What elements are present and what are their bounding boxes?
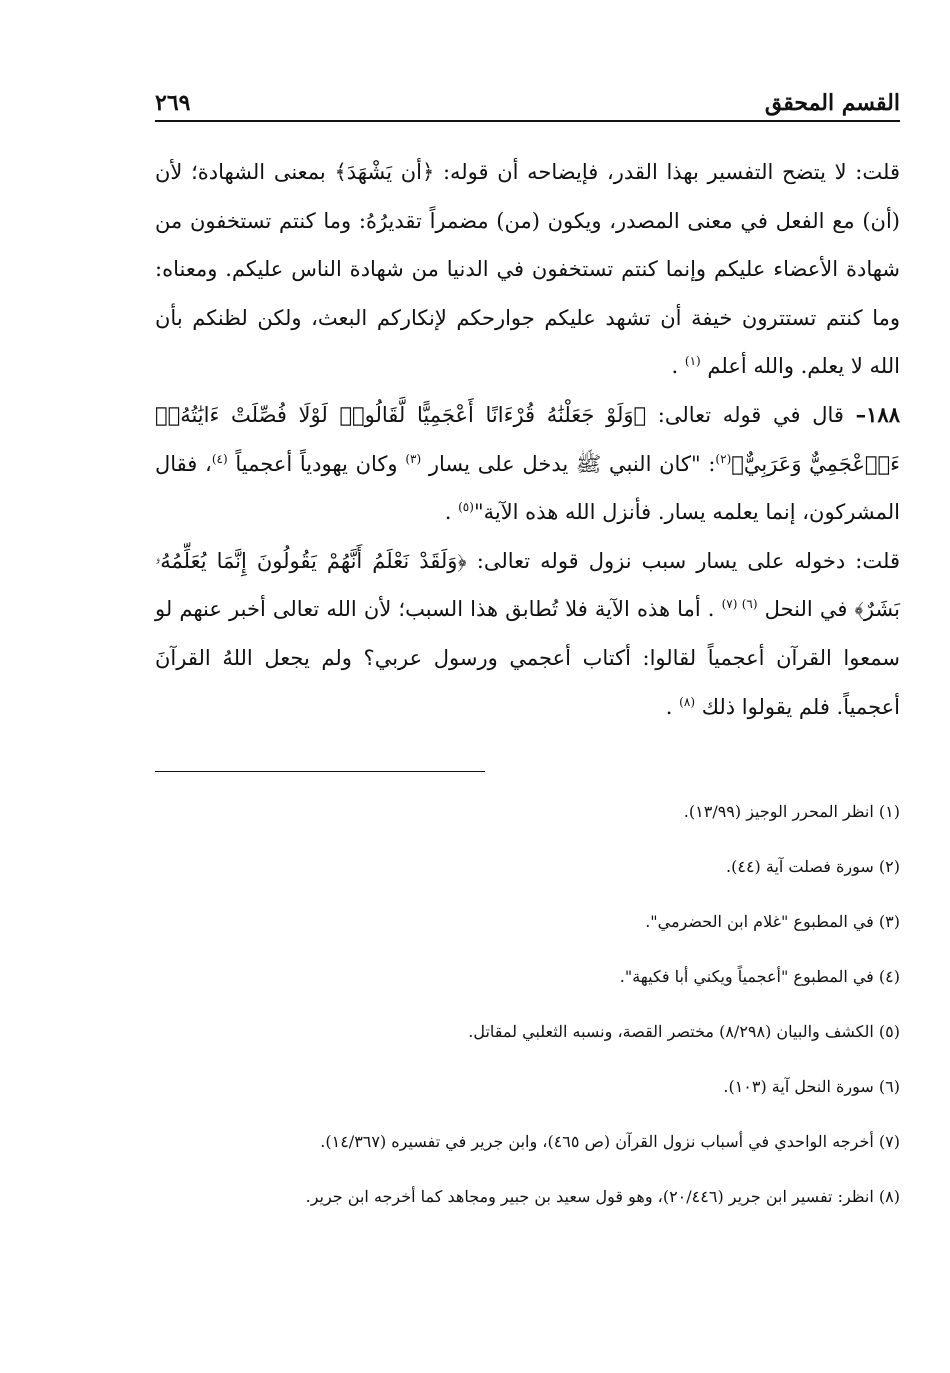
footnote-3: (٣) في المطبوع "غلام ابن الحضرمي". (645, 912, 900, 932)
footnote-ref-5: (٥) (458, 500, 474, 515)
footnote-2: (٢) سورة فصلت آية (٤٤). (726, 857, 900, 877)
paragraph-commentary-1 (155, 148, 900, 391)
punctuation: . (665, 694, 673, 719)
paragraph-commentary-2 (155, 537, 900, 731)
running-header (155, 80, 900, 114)
footnote-6: (٦) سورة النحل آية (١٠٣). (723, 1077, 900, 1097)
section-title: القسم المحقق (764, 90, 900, 116)
punctuation: . (444, 500, 452, 525)
footnote-ref-8: (٨) (679, 694, 695, 709)
paragraph-text: قلت: دخوله على يسار سبب نزول قوله تعالى: ﴿وَلَقَدْ نَعْلَمُ أَنَّهُمْ يَقُولُونَ إِنَّمَا يُعَلِّمُهُۥ بَشَرٌ﴾ في النحل (155, 548, 900, 622)
punctuation: . (671, 354, 679, 379)
book-page (155, 80, 900, 1340)
paragraph-text: ، فقال المشركون، إنما يعلمه يسار. فأنزل الله هذه الآية" (155, 451, 900, 525)
footnote-1: (١) انظر المحرر الوجيز (١٣/٩٩). (683, 802, 900, 822)
footnote-5: (٥) الكشف والبيان (٨/٢٩٨) مختصر القصة، ونسبه الثعلبي لمقاتل. (468, 1022, 900, 1042)
main-text (155, 148, 900, 731)
page-number: ٢٦٩ (155, 90, 191, 116)
footnote-ref-4: (٤) (211, 451, 228, 466)
footnote-ref-1: (١) (684, 354, 701, 369)
footnote-ref-6-7: (٦) (٧) (721, 597, 758, 612)
paragraph-text: قال في قوله تعالى: ﴿وَلَوْ جَعَلْنَٰهُ قُرْءَانًا أَعْجَمِيًّا لَّقَالُوا۟ لَوْلَا فُصِّلَتْ ءَايَٰتُهُۥٓ ءَا۬عْجَمِيٌّ وَعَرَبِيٌّ﴾ (155, 402, 900, 476)
footnote-ref-2: (٢) (715, 451, 732, 466)
footnote-8: (٨) انظر: تفسير ابن جرير (٢٠/٤٤٦)، وهو قول سعيد بن جبير ومجاهد كما أخرجه ابن جرير. (305, 1187, 900, 1207)
paragraph-entry-188 (155, 391, 900, 537)
footnote-7: (٧) أخرجه الواحدي في أسباب نزول القرآن (ص ٤٦٥)، وابن جرير في تفسيره (١٤/٣٦٧). (320, 1132, 900, 1152)
footnotes (155, 784, 900, 1224)
footnote-4: (٤) في المطبوع "أعجمياً ويكني أبا فكيهة". (619, 967, 900, 987)
header-divider (155, 120, 900, 122)
entry-number: ١٨٨– (855, 401, 900, 427)
footnote-ref-3: (٣) (405, 451, 422, 466)
paragraph-text: وكان يهودياً أعجمياً (235, 451, 398, 476)
footnote-divider (155, 771, 485, 772)
paragraph-text: قلت: لا يتضح التفسير بهذا القدر، فإيضاحه أن قوله: ﴿أن يَشْهَدَ﴾ بمعنى الشهادة؛ لأن (أن) مع الفعل في معنى المصدر، ويكون (من) مضمراً تقديرُهُ: وما كنتم تستخفون من شهادة الأعضاء عليكم وإنما كنتم تستخفون في الدنيا من شهادة الناس عليكم. ومعناه: وما كنتم تستترون خيفة أن تشهد عليكم جوارحكم لإنكاركم البعث، ولكن لظنكم بأن الله لا يعلم. والله أعلم (155, 160, 900, 379)
paragraph-text: . أما هذه الآية فلا تُطابق هذا السبب؛ لأن الله تعالى أخبر عنهم لو سمعوا القرآن أعجمياً لقالوا: أكتاب أعجمي ورسول عربي؟ ولم يجعل اللهُ القرآنَ أعجمياً. فلم يقولوا ذلك (155, 597, 900, 719)
paragraph-text: : "كان النبي ﷺ يدخل على يسار (428, 451, 716, 476)
